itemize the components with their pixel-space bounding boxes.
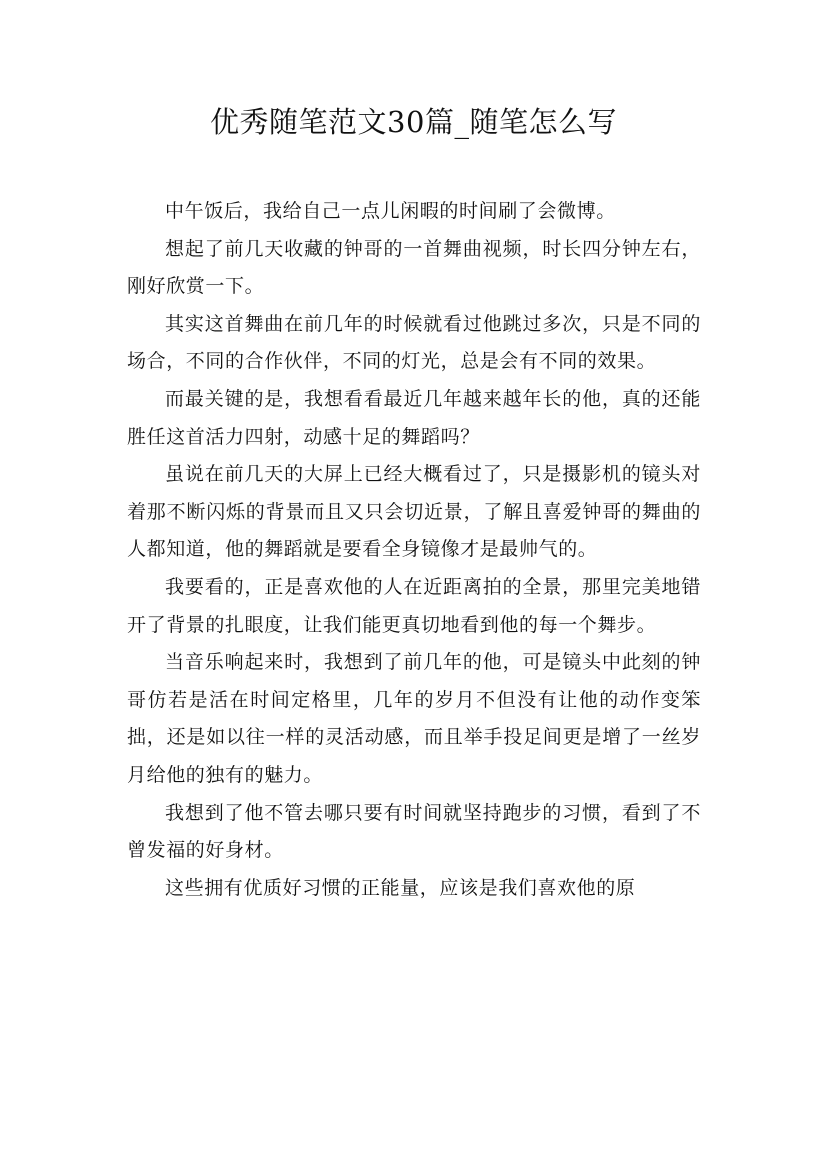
paragraph: 其实这首舞曲在前几年的时候就看过他跳过多次，只是不同的场合，不同的合作伙伴，不同的灯光，总是会有不同的效果。 [127, 312, 701, 373]
paragraph: 这些拥有优质好习惯的正能量，应该是我们喜欢他的原 [165, 876, 636, 899]
document-body [127, 193, 701, 907]
paragraph: 中午饭后，我给自己一点儿闲暇的时间刷了会微博。 [165, 200, 616, 222]
paragraph: 我想到了他不管去哪只要有时间就坚持跑步的习惯，看到了不曾发福的好身材。 [127, 801, 701, 862]
document-title: 优秀随笔范文30篇_随笔怎么写 [210, 105, 617, 139]
paragraph: 而最关键的是，我想看看最近几年越来越年长的他，真的还能胜任这首活力四射，动感十足的舞蹈吗？ [127, 387, 701, 448]
paragraph: 想起了前几天收藏的钟哥的一首舞曲视频，时长四分钟左右，刚好欣赏一下。 [127, 237, 701, 298]
paragraph: 我要看的，正是喜欢他的人在近距离拍的全景，那里完美地错开了背景的扎眼度，让我们能更真切地看到他的每一个舞步。 [127, 575, 701, 636]
paragraph: 虽说在前几天的大屏上已经大概看过了，只是摄影机的镜头对着那不断闪烁的背景而且又只会切近景，了解且喜爱钟哥的舞曲的人都知道，他的舞蹈就是要看全身镜像才是最帅气的。 [127, 463, 701, 561]
paragraph: 当音乐响起来时，我想到了前几年的他，可是镜头中此刻的钟哥仿若是活在时间定格里，几年的岁月不但没有让他的动作变笨拙，还是如以往一样的灵活动感，而且举手投足间更是增了一丝岁月给他的独有的魅力。 [127, 651, 701, 786]
